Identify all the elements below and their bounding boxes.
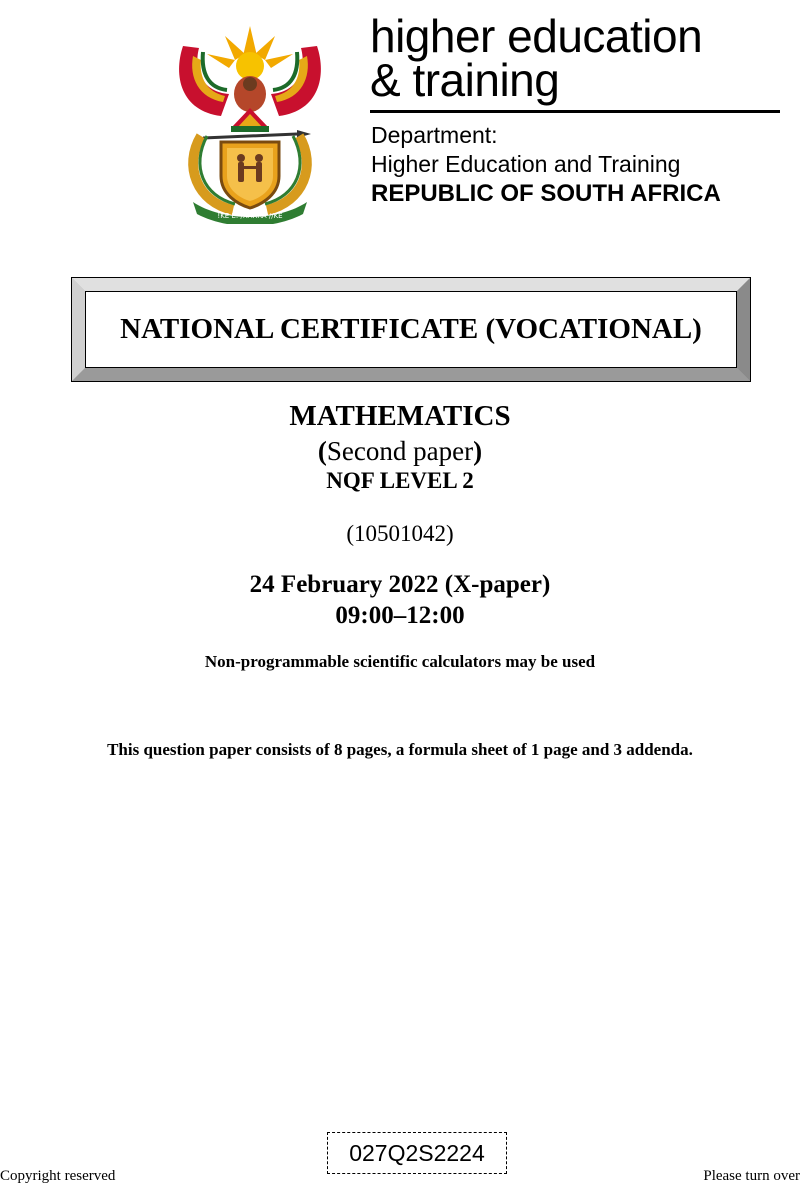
paper-text: Second paper (326, 436, 474, 466)
certificate-title: NATIONAL CERTIFICATE (VOCATIONAL) (120, 313, 702, 345)
certificate-title-box (85, 291, 737, 368)
exam-time: 09:00–12:00 (335, 602, 465, 629)
subject-code: (10501042) (346, 521, 454, 546)
paper-designation (0, 436, 800, 467)
brand-line-2: & training (370, 54, 560, 106)
paper-close-paren: ) (473, 436, 483, 466)
paper-code-box (327, 1132, 507, 1174)
coat-of-arms-motto: !KE E: /XARRA //KE (217, 212, 283, 220)
certificate-title-frame (71, 277, 751, 382)
turn-over-notice: Please turn over (703, 1168, 800, 1184)
exam-date: 24 February 2022 (X-paper) (249, 571, 551, 598)
coat-of-arms-logo (163, 16, 337, 224)
country-name: REPUBLIC OF SOUTH AFRICA (371, 180, 721, 207)
nqf-level: NQF LEVEL 2 (326, 468, 474, 493)
pages-note: This question paper consists of 8 pages, a formula sheet of 1 page and 3 addenda. (107, 740, 693, 759)
department-label: Department: (371, 122, 498, 148)
department-block (371, 121, 721, 208)
paper-open-paren: ( (317, 436, 327, 466)
brand-wordmark (370, 10, 703, 106)
subject-title: MATHEMATICS (289, 400, 511, 432)
document-header (0, 0, 800, 240)
brand-line-1: higher education (370, 10, 703, 62)
paper-code: 027Q2S2224 (349, 1139, 485, 1166)
department-name: Higher Education and Training (371, 151, 681, 177)
calculator-note: Non-programmable scientific calculators may be used (204, 652, 596, 671)
copyright-notice: Copyright reserved (0, 1168, 116, 1184)
brand-divider (370, 110, 780, 113)
